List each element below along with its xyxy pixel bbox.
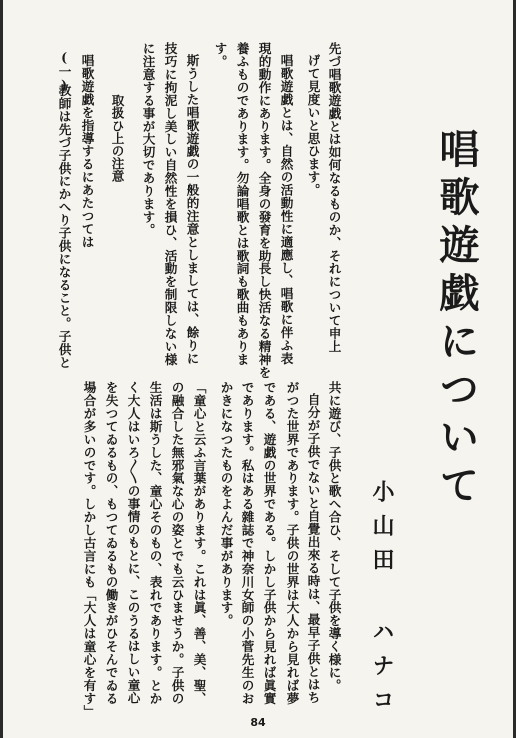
upper-line-3: 唱歌遊戯とは、自然の活動性に適應し、唱歌に伴ふ表	[278, 54, 294, 365]
upper-line-12: 教師は先づ子供にかへり子供になること。子供と	[56, 84, 72, 369]
list-item-marker: (一)	[56, 50, 72, 93]
lower-line-6: かきになつたものをよんだ事があります。	[218, 381, 234, 628]
upper-line-7: 斯うした唱歌遊戯の一般的注意としましては、餘りに	[184, 54, 200, 365]
upper-line-9: に注意する事が大切であります。	[140, 42, 156, 237]
article-author: 小山田 ハナコ	[369, 480, 395, 722]
lower-line-10: く大人はいろ〳〵の事情のもとに、このうるはしい童心	[125, 381, 141, 705]
lower-line-3: がつた世界であります。子供の世界は大人から見れば夢	[284, 381, 300, 705]
upper-line-11: 唱歌遊戯を指導するにあたつては	[79, 54, 95, 249]
lower-line-8: の融合した無邪氣な心の姿とでも云ひませうか。子供の	[169, 381, 185, 705]
upper-line-6: す。	[212, 42, 228, 68]
page-left-edge	[0, 0, 3, 738]
lower-line-12: 場合が多いのです。しかし古言にも「大人は童心を有す」	[81, 381, 97, 718]
upper-line-8: 技巧に拘泥し美しい自然性を損ひ、活動を制限しない様	[162, 42, 178, 366]
lower-line-1: 共に遊び、子供と歌へ合ひ、そして子供を導く様に。	[326, 381, 342, 692]
lower-line-7: 「童心と云ふ言葉があります。これは眞、善、美、聖、	[191, 381, 207, 705]
upper-line-1: 先づ唱歌遊戯とは如何なるものか、それについて申上	[326, 42, 342, 353]
section-heading: 取扱ひ上の注意	[109, 94, 125, 183]
lower-line-9: 生活は斯うした、童心そのもの、表れであります。とか	[147, 381, 163, 705]
upper-line-4: 現的動作にあります。全身の發育を助長し快活なる精神を	[256, 42, 272, 379]
lower-line-2: 自分が子供でないと自覺出來る時は、最早子供とはち	[305, 393, 321, 704]
article-title: 唱歌遊戯について	[433, 128, 480, 512]
lower-line-4: である、遊戯の世界である。しかし子供から見れば眞實	[261, 381, 277, 705]
lower-line-5: であります。私はある雜誌で神奈川女師の小菅先生のお	[239, 381, 255, 705]
lower-line-11: を失つてゐるもの、もつてゐるもの働きがひそんでゐる	[103, 381, 119, 705]
page-number: 84	[250, 716, 266, 729]
upper-line-2: げて見度いと思ひます。	[305, 54, 321, 197]
upper-line-5: 養ふものであります。勿論唱歌とは歌詞も歌曲もありま	[234, 42, 250, 366]
